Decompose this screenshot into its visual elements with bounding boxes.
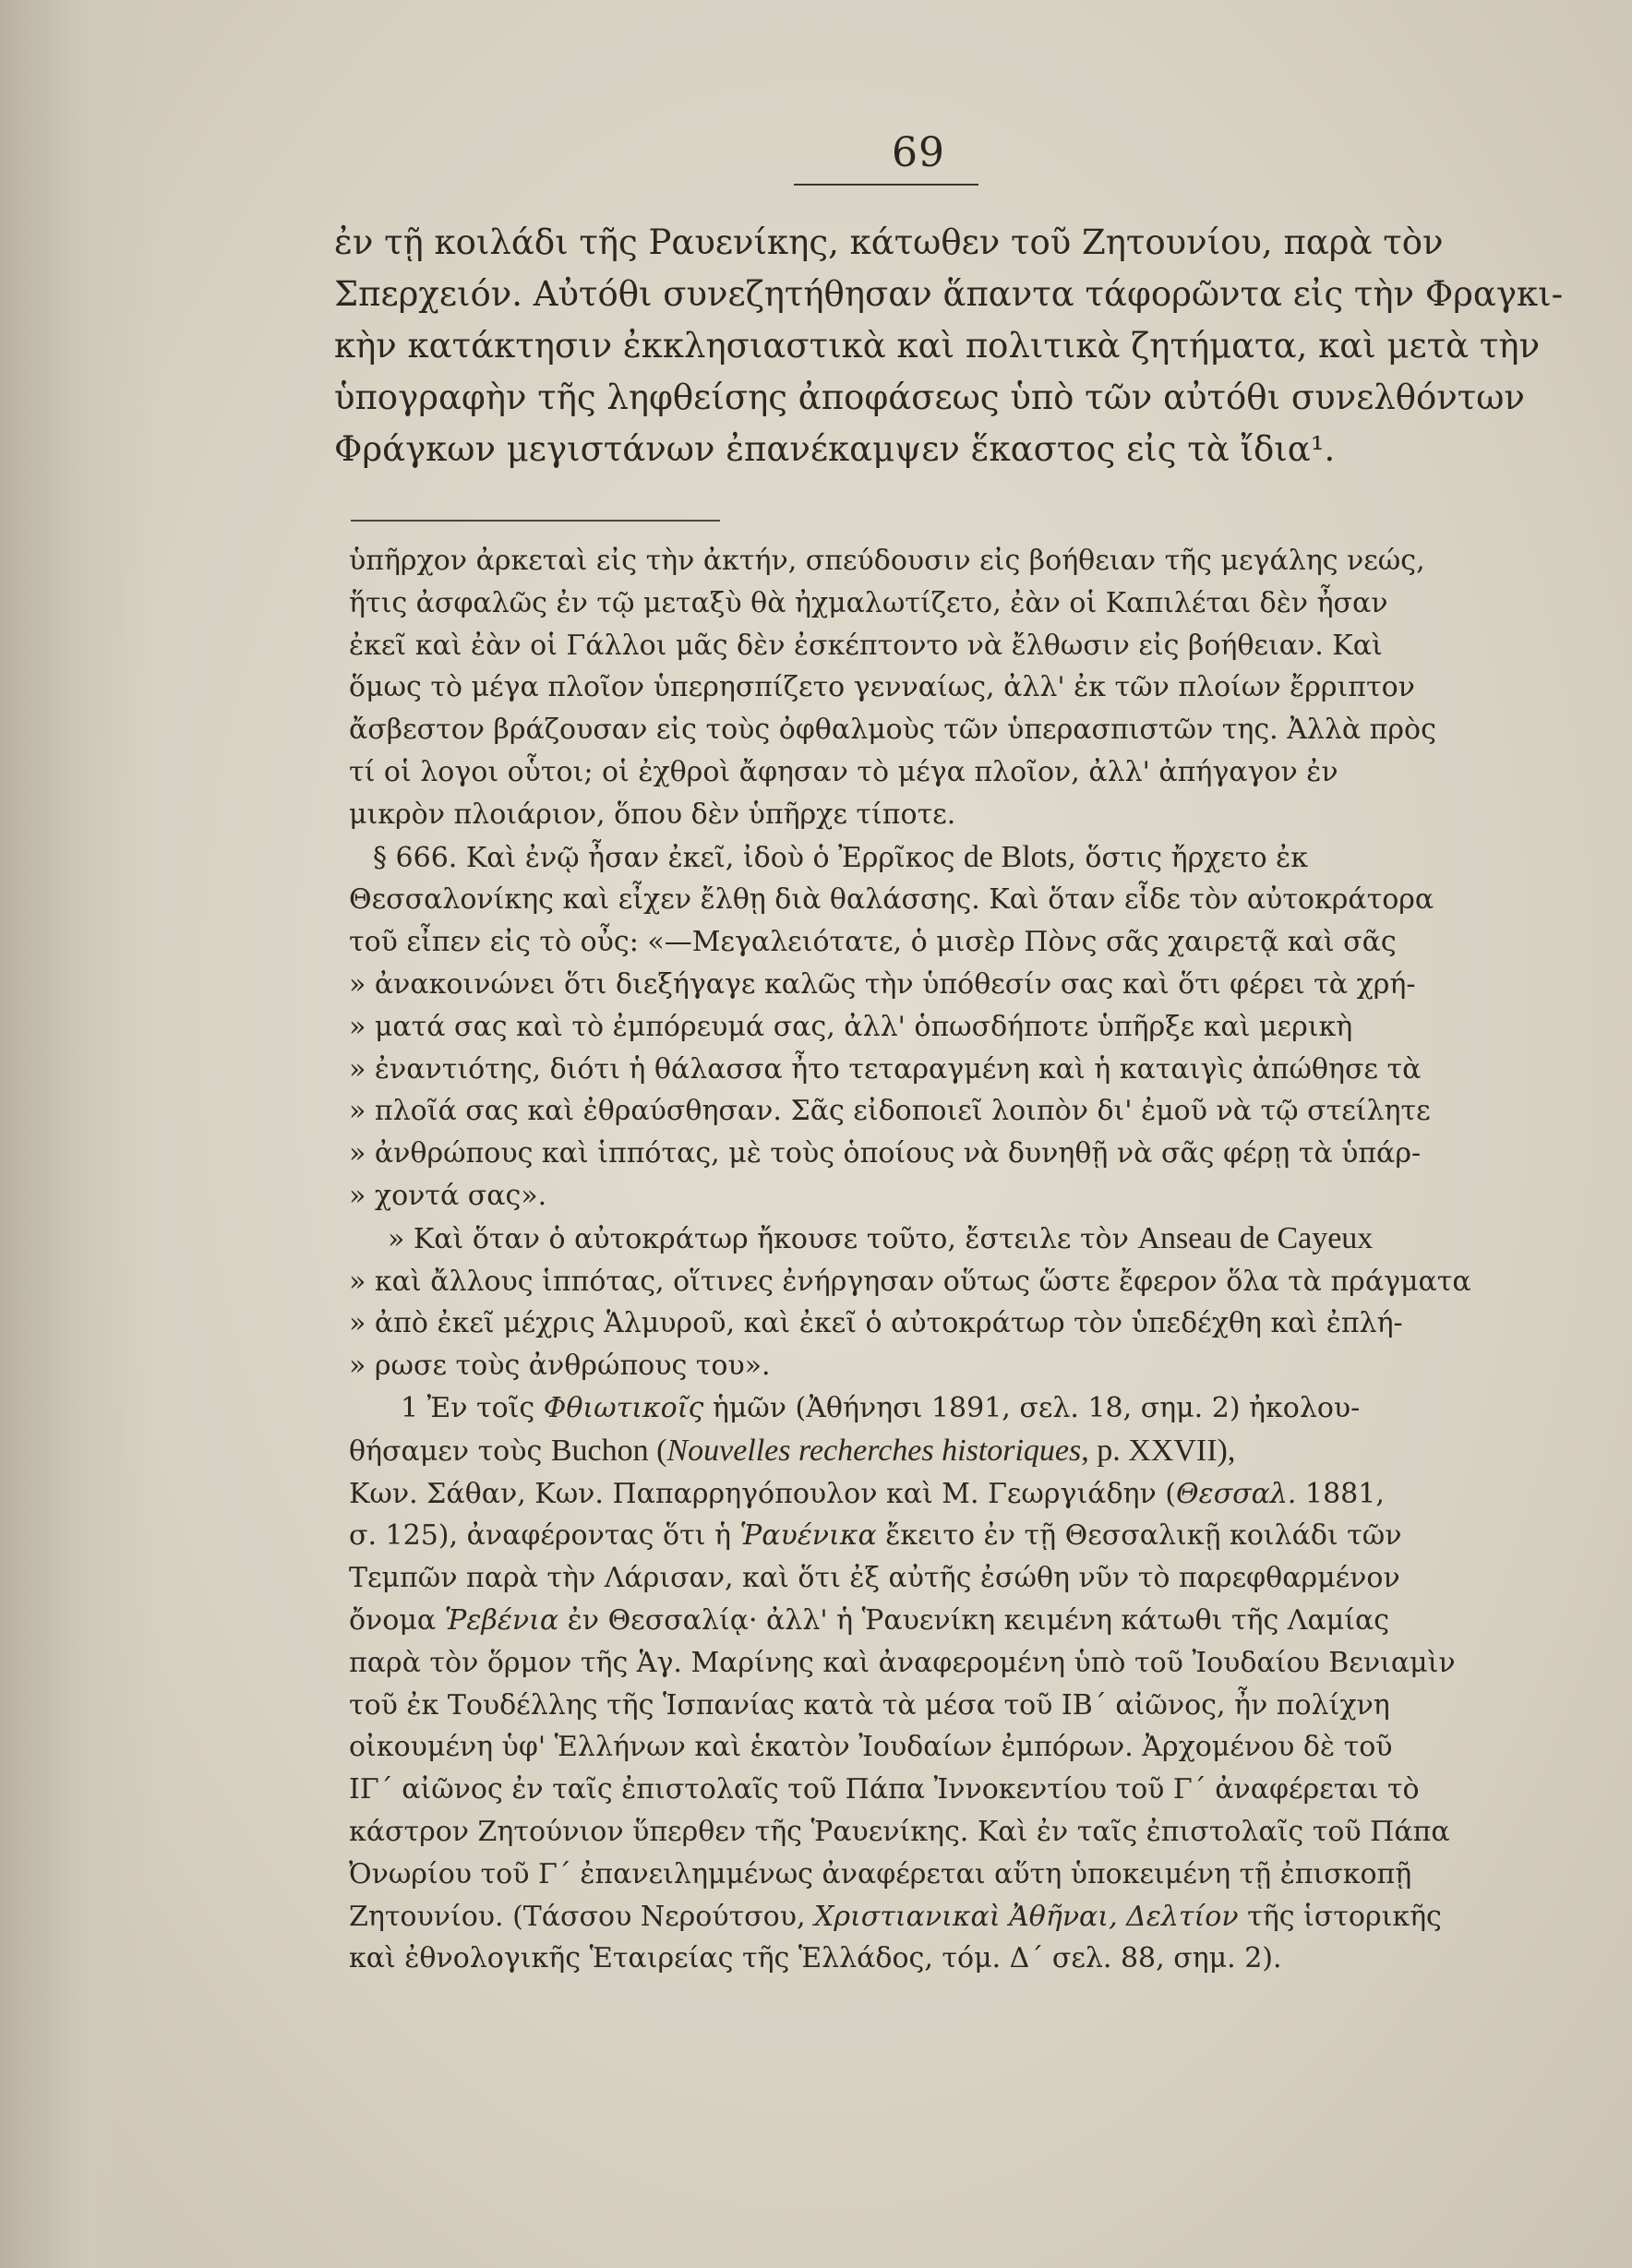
footnote-line: ὄνομα Ῥεβένια ἐν Θεσσαλίᾳ· ἀλλ' ἡ Ῥαυενίκη κειμένη κάτωθι τῆς Λαμίας — [349, 1603, 1390, 1637]
page-number-rule — [794, 184, 978, 186]
footnote-line: τοῦ ἐκ Τουδέλλης τῆς Ἱσπανίας κατὰ τὰ μέσα τοῦ ΙΒ΄ αἰῶνος, ἦν πολίχνη — [349, 1688, 1390, 1722]
footnote-line: Ζητουνίου. (Τάσσου Νερούτσου, Χριστιανικαὶ Ἀθῆναι, Δελτίον τῆς ἱστορικῆς — [349, 1900, 1442, 1933]
footnote-line: κάστρον Ζητούνιον ὕπερθεν τῆς Ῥαυενίκης. Καὶ ἐν ταῖς ἐπιστολαῖς τοῦ Πάπα — [349, 1815, 1450, 1848]
footnote-line: » πλοῖά σας καὶ ἐθραύσθησαν. Σᾶς εἰδοποιεῖ λοιπὸν δι' ἐμοῦ νὰ τῷ στείλητε — [349, 1095, 1431, 1128]
footnote-line: » ρωσε τοὺς ἀνθρώπους του». — [349, 1350, 771, 1383]
footnote-line: μικρὸν πλοιάριον, ὅπου δὲν ὑπῆρχε τίποτε. — [349, 798, 956, 831]
italic-title: Χριστιανικαὶ Ἀθῆναι, Δελτίον — [814, 1900, 1239, 1933]
footnote-line: σ. 125), ἀναφέροντας ὅτι ἡ Ῥαυένικα ἔκειτο ἐν τῇ Θεσσαλικῇ κοιλάδι τῶν — [349, 1519, 1402, 1553]
footnote-line: » χοντά σας». — [349, 1179, 547, 1212]
main-line: Φράγκων μεγιστάνων ἐπανέκαμψεν ἕκαστος εἰς τὰ ἴδια¹. — [334, 429, 1336, 469]
footnote-line: παρὰ τὸν ὅρμον τῆς Ἁγ. Μαρίνης καὶ ἀναφερομένη ὑπὸ τοῦ Ἰουδαίου Βενιαμὶν — [349, 1646, 1456, 1679]
footnote-line: τοῦ εἶπεν εἰς τὸ οὖς: «—Μεγαλειότατε, ὁ μισὲρ Πὸνς σᾶς χαιρετᾷ καὶ σᾶς — [349, 926, 1397, 959]
latin-name: Buchon ( — [550, 1433, 667, 1468]
section-666-line: § 666. Καὶ ἐνῷ ἦσαν ἐκεῖ, ἰδοὺ ὁ Ἐρρῖκος de Blots, ὅστις ἤρχετο ἐκ — [373, 839, 1309, 874]
footnote-line: » ματά σας καὶ τὸ ἐμπόρευμά σας, ἀλλ' ὁπωσδήποτε ὑπῆρξε καὶ μερικὴ — [349, 1010, 1353, 1043]
page-number: 69 — [892, 129, 945, 176]
footnote-line: τί οἱ λογοι οὗτοι; οἱ ἐχθροὶ ἄφησαν τὸ μέγα πλοῖον, ἀλλ' ἀπήγαγον ἐν — [349, 755, 1338, 788]
footnote-line: Ὀνωρίου τοῦ Γ΄ ἐπανειλημμένως ἀναφέρεται αὕτη ὑποκειμένη τῇ ἐπισκοπῇ — [349, 1857, 1412, 1890]
footnotes — [349, 540, 1471, 1980]
italic-title: Φθιωτικοῖς — [543, 1391, 704, 1424]
footnote-line: οἰκουμένη ὑφ' Ἑλλήνων καὶ ἑκατὸν Ἰουδαίων ἐμπόρων. Ἀρχομένου δὲ τοῦ — [349, 1731, 1393, 1764]
footnote-line: καὶ ἐθνολογικῆς Ἑταιρείας τῆς Ἑλλάδος, τόμ. Δ΄ σελ. 88, σημ. 2). — [349, 1942, 1282, 1975]
italic-title: Ῥεβένια — [444, 1603, 559, 1637]
footnote-rule — [351, 520, 720, 522]
main-text — [334, 217, 1564, 475]
italic-title: Ῥαυένικα — [739, 1519, 877, 1553]
footnote-line: ἥτις ἀσφαλῶς ἐν τῷ μεταξὺ θὰ ἠχμαλωτίζετο, ἐὰν οἱ Καπιλέται δὲν ἦσαν — [349, 586, 1388, 619]
footnote-line: » ἐναντιότης, διότι ἡ θάλασσα ἦτο τεταραγμένη καὶ ἡ καταιγὶς ἀπώθησε τὰ — [349, 1052, 1422, 1086]
footnote-line: Θεσσαλονίκης καὶ εἶχεν ἔλθῃ διὰ θαλάσσης. Καὶ ὅταν εἶδε τὸν αὐτοκράτορα — [349, 883, 1434, 917]
latin-name: Anseau de Cayeux — [1137, 1220, 1374, 1255]
latin-name: de Blots — [963, 839, 1068, 874]
main-line: Σπερχειόν. Αὐτόθι συνεζητήθησαν ἅπαντα τάφορῶντα εἰς τὴν Φραγκι- — [334, 274, 1564, 314]
footnote-line: » Καὶ ὅταν ὁ αὐτοκράτωρ ἤκουσε τοῦτο, ἔστειλε τὸν Anseau de Cayeux — [388, 1220, 1374, 1255]
footnote-line: ἐκεῖ καὶ ἐὰν οἱ Γάλλοι μᾶς δὲν ἐσκέπτοντο νὰ ἔλθωσιν εἰς βοήθειαν. Καὶ — [349, 629, 1383, 662]
footnote-line: ὑπῆρχον ἀρκεταὶ εἰς τὴν ἀκτήν, σπεύδουσιν εἰς βοήθειαν τῆς μεγάλης νεώς, — [349, 545, 1425, 577]
footnote-line: Κων. Σάθαν, Κων. Παπαρρηγόπουλον καὶ Μ. Γεωργιάδην (Θεσσαλ. 1881, — [349, 1477, 1385, 1510]
footnote-line: » ἀπὸ ἐκεῖ μέχρις Ἁλμυροῦ, καὶ ἐκεῖ ὁ αὐτοκράτωρ τὸν ὑπεδέχθη καὶ ἐπλή- — [349, 1307, 1403, 1340]
footnote-line: ἄσβεστον βράζουσαν εἰς τοὺς ὀφθαλμοὺς τῶν ὑπερασπιστῶν της. Ἀλλὰ πρὸς — [349, 714, 1436, 747]
footnote-line: » ἀνακοινώνει ὅτι διεξήγαγε καλῶς τὴν ὑπόθεσίν σας καὶ ὅτι φέρει τὰ χρή- — [349, 967, 1416, 1001]
main-line: ἐν τῇ κοιλάδι τῆς Ραυενίκης, κάτωθεν τοῦ Ζητουνίου, παρὰ τὸν — [334, 222, 1444, 262]
footnote-line: Τεμπῶν παρὰ τὴν Λάρισαν, καὶ ὅτι ἐξ αὐτῆς ἐσώθη νῦν τὸ παρεφθαρμένον — [349, 1562, 1400, 1595]
main-line: κὴν κατάκτησιν ἐκκλησιαστικὰ καὶ πολιτικὰ ζητήματα, καὶ μετὰ τὴν — [334, 326, 1541, 366]
main-line: ὑπογραφὴν τῆς ληφθείσης ἀποφάσεως ὑπὸ τῶν αὐτόθι συνελθόντων — [334, 378, 1525, 417]
footnote-line: » καὶ ἄλλους ἱππότας, οἵτινες ἐνήργησαν οὕτως ὥστε ἔφερον ὅλα τὰ πράγματα — [349, 1265, 1471, 1298]
italic-title: Θεσσαλ. — [1176, 1477, 1297, 1510]
binding-shadow — [0, 0, 157, 2268]
footnote-line: » ἀνθρώπους καὶ ἱππότας, μὲ τοὺς ὁποίους νὰ δυνηθῇ νὰ σᾶς φέρῃ τὰ ὑπάρ- — [349, 1137, 1422, 1170]
footnote-line: ὅμως τὸ μέγα πλοῖον ὑπερησπίζετο γενναίως, ἀλλ' ἐκ τῶν πλοίων ἔρριπτον — [349, 671, 1415, 704]
italic-title: Nouvelles recherches historiques — [666, 1433, 1082, 1468]
footnote-line: θήσαμεν τοὺς Buchon (Nouvelles recherches historiques, p. XXVII), — [349, 1433, 1236, 1468]
footnote-line: ΙΓ΄ αἰῶνος ἐν ταῖς ἐπιστολαῖς τοῦ Πάπα Ἰννοκεντίου τοῦ Γ΄ ἀναφέρεται τὸ — [349, 1773, 1420, 1806]
footnote-1-start: 1 Ἐν τοῖς Φθιωτικοῖς ἡμῶν (Ἀθήνησι 1891, σελ. 18, σημ. 2) ἠκολου- — [401, 1391, 1361, 1424]
